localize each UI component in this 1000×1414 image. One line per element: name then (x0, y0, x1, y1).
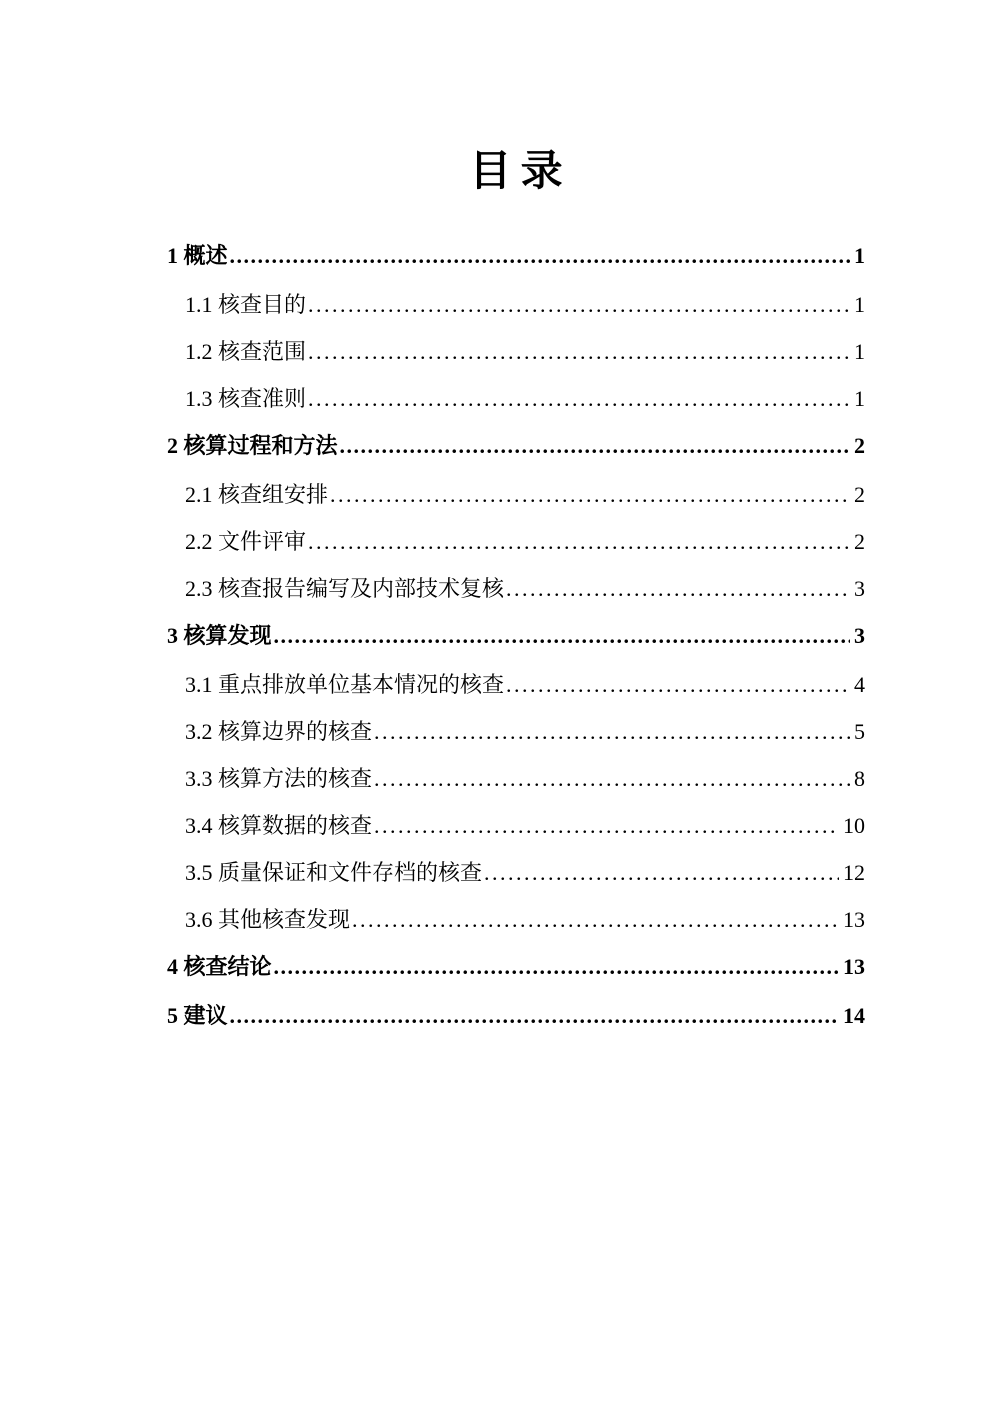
toc-entry-label: 1.1 核查目的 (185, 291, 307, 317)
toc-entry[interactable] (185, 906, 865, 932)
toc-entry-page: 5 (854, 718, 865, 744)
toc-leader-dots (506, 674, 850, 696)
toc-leader-dots (330, 484, 850, 506)
toc-entry-label: 3.1 重点排放单位基本情况的核查 (185, 671, 505, 697)
toc-entry-label: 5 建议 (167, 1002, 228, 1028)
toc-entry[interactable] (185, 575, 865, 601)
toc-leader-dots (308, 388, 850, 410)
toc-leader-dots (230, 1005, 839, 1027)
toc-entry[interactable] (167, 1002, 865, 1028)
toc-entry-label: 2 核算过程和方法 (167, 432, 338, 458)
toc-entry-label: 3.5 质量保证和文件存档的核查 (185, 859, 483, 885)
toc-entry-label: 1.3 核查准则 (185, 385, 307, 411)
toc-entry[interactable] (185, 528, 865, 554)
toc-entry-page: 1 (854, 338, 865, 364)
toc-leader-dots (374, 815, 839, 837)
toc-leader-dots (374, 721, 850, 743)
toc-entry-label: 2.3 核查报告编写及内部技术复核 (185, 575, 505, 601)
toc-leader-dots (274, 625, 850, 647)
toc-entry[interactable] (167, 242, 865, 268)
toc-entry-page: 2 (854, 432, 865, 458)
toc-entry[interactable] (185, 812, 865, 838)
toc-entry-page: 8 (854, 765, 865, 791)
toc-entry-page: 13 (843, 953, 865, 979)
toc-entry-page: 1 (854, 242, 865, 268)
toc-leader-dots (352, 909, 839, 931)
toc-leader-dots (308, 531, 850, 553)
toc-entry[interactable] (185, 718, 865, 744)
toc-entry[interactable] (185, 765, 865, 791)
toc-entry-label: 1.2 核查范围 (185, 338, 307, 364)
toc-leader-dots (506, 578, 850, 600)
toc-entry-label: 3.2 核算边界的核查 (185, 718, 373, 744)
toc-entry[interactable] (185, 338, 865, 364)
toc-title: 目录 (469, 149, 572, 195)
toc-leader-dots (308, 294, 850, 316)
toc-entry-label: 3 核算发现 (167, 622, 272, 648)
toc-entry-page: 4 (854, 671, 865, 697)
toc-entry[interactable] (167, 622, 865, 648)
toc-entry-label: 3.6 其他核查发现 (185, 906, 351, 932)
toc-entry-page: 3 (854, 575, 865, 601)
toc-leader-dots (230, 245, 850, 267)
toc-entry[interactable] (185, 671, 865, 697)
toc-entry-label: 1 概述 (167, 242, 228, 268)
toc-leader-dots (484, 862, 839, 884)
toc-entry-label: 2.1 核查组安排 (185, 481, 329, 507)
toc-entry-page: 13 (843, 906, 865, 932)
toc-leader-dots (308, 341, 850, 363)
toc-entry-label: 3.4 核算数据的核查 (185, 812, 373, 838)
toc-entry-page: 3 (854, 622, 865, 648)
toc-leader-dots (340, 435, 850, 457)
toc-leader-dots (274, 956, 839, 978)
toc-entry-page: 1 (854, 291, 865, 317)
toc-entry-page: 12 (843, 859, 865, 885)
toc-entry-page: 1 (854, 385, 865, 411)
toc-entry-label: 4 核查结论 (167, 953, 272, 979)
toc-entry[interactable] (185, 291, 865, 317)
toc-entry-page: 10 (843, 812, 865, 838)
toc-entry-label: 2.2 文件评审 (185, 528, 307, 554)
toc-entry[interactable] (185, 385, 865, 411)
toc-entry[interactable] (167, 432, 865, 458)
toc-entry[interactable] (185, 481, 865, 507)
toc-entry-page: 2 (854, 481, 865, 507)
toc-leader-dots (374, 768, 850, 790)
toc-entry[interactable] (167, 953, 865, 979)
toc-entry[interactable] (185, 859, 865, 885)
toc-entry-page: 2 (854, 528, 865, 554)
toc-list (167, 242, 865, 1028)
toc-entry-label: 3.3 核算方法的核查 (185, 765, 373, 791)
toc-entry-page: 14 (843, 1002, 865, 1028)
